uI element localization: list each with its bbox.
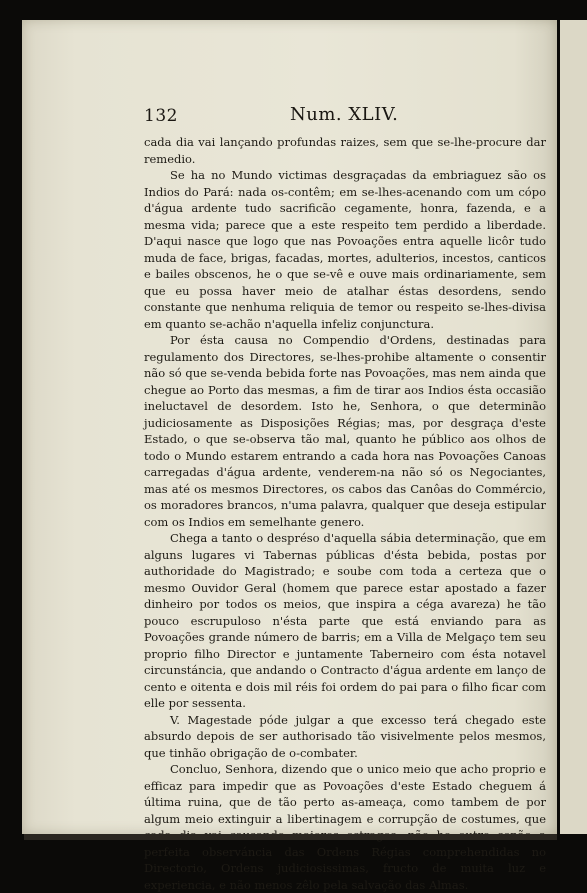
running-head [22,104,557,128]
page-bottom-shadow [24,834,557,840]
paragraph: Chega a tanto o despréso d'aquella sábia determinação, que em alguns lugares vi Tabernas públicas d'ésta bebida, postas por authoridade do Magistrado; e soube com toda a certeza que o mesmo Ouvidor Geral (homem que parece estar apostado a fazer dinheiro por todos os meios, que inspira a céga avareza) he tão pouco escrupuloso n'ésta parte que está enviando para as Povoações grande número de barris; em a Villa de Melgaço tem seu proprio filho Director e juntamente Taberneiro com ésta notavel circunstáncia, que andando o Contracto d'água ardente em lanço de cento e oitenta e dois mil réis foi ordem do pai para o filho ficar com elle por sessenta. [144,531,546,710]
book-page [22,20,557,892]
adjacent-page-edge [560,20,587,834]
body-text [144,134,546,893]
paragraph: Se ha no Mundo victimas desgraçadas da embriaguez são os Indios do Pará: nada os-contêm; em se-lhes-acenando com um cópo d'água ardente tudo sacrificão cegamente, honra, fazenda, e a mesma vida; parece que a este respeito tem perdido a liberdade. D'aqui nasce que logo que nas Povoações entra aquelle licôr tudo muda de face, brigas, facadas, mortes, adulterios, incestos, canticos e bailes obscenos, he o que se-vê e ouve mais ordinariamente, sem que eu possa haver meio de atalhar éstas desordens, sendo constante que nenhuma reliquia de temor ou respeito se-lhes-divisa em quanto se-achão n'aquella infeliz conjunctura. [144,168,546,331]
page-number: 132 [144,106,178,126]
page-heading: Num. XLIV. [290,104,399,125]
paragraph-continuation: cada dia vai lançando profundas raizes, sem que se-lhe-procure dar remedio. [144,135,546,166]
paragraph: Concluo, Senhora, dizendo que o unico meio que acho proprio e efficaz para impedir que as Povoações d'este Estado cheguem á última ruina, que de tão perto as-ameaça, como tambem de por algum meio extinguir a libertinagem e corrupção de costumes, que perfeita observáncia das Ordens Régias comprehendidas no Directorio, Ordens judiciosissimas, fructo de muita luz e experiencia, e não menos zêlo pela salvação das Almas. [144,762,546,892]
paragraph: Por ésta causa no Compendio d'Ordens, destinadas para regulamento dos Directores, se-lhes-prohibe altamente o consentir não só que se-venda bebida forte nas Povoações, mas nem ainda que chegue ao Porto das mesmas, a fim de tirar aos Indios ésta occasião ineluctavel de desordem. Isto he, Senhora, o que determinão judiciosamente as Disposições Régias; mas, por desgraça d'este Estado, o que se-observa tão mal, quanto he público aos olhos de todo o Mundo estarem entrando a cada hora nas Povoações Canoas carregadas d'água ardente, venderem-na não só os Negociantes, mas até os mesmos Directores, os cabos das Canôas do Commércio, os moradores brancos, n'uma palavra, qualquer que deseja estipular com os Indios em semelhante genero. [144,333,546,529]
paragraph: V. Magestade póde julgar a que excesso terá chegado este absurdo depois de ser authorisado tão visivelmente pelos mesmos, que tinhão obrigação de o-combater. [144,712,546,760]
